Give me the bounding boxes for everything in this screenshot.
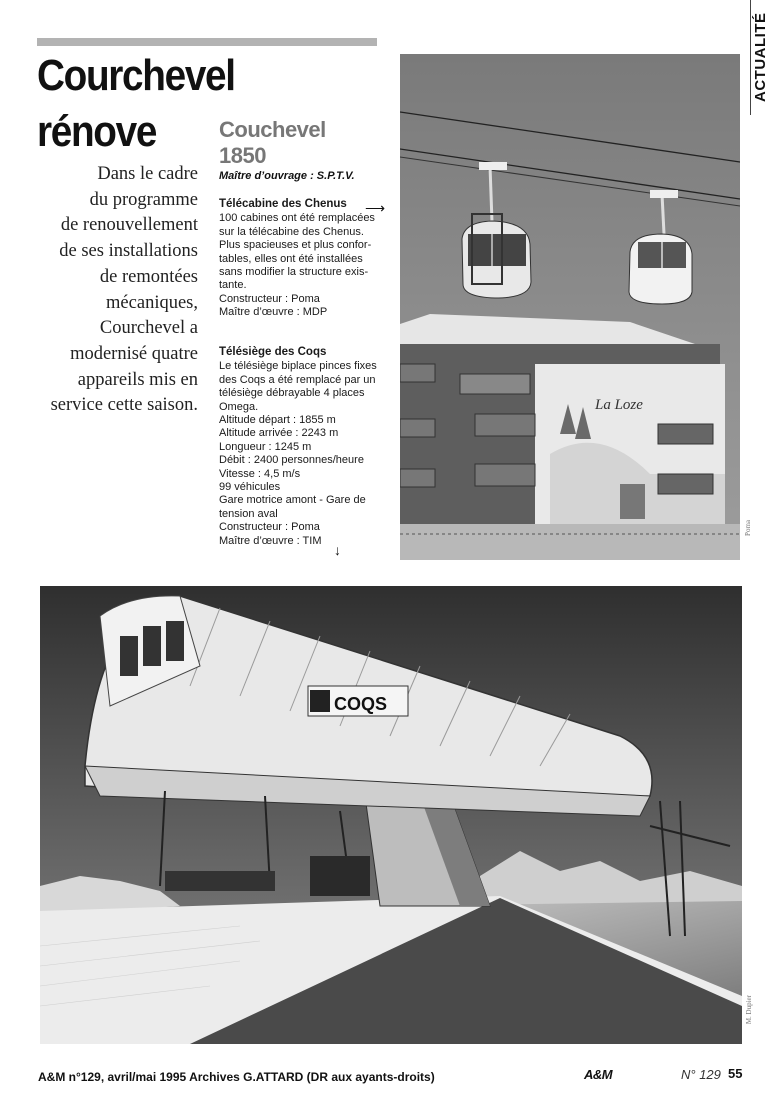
telesiege-line: télésiège débrayable 4 places (219, 387, 365, 400)
arrow-down-icon: ↓ (334, 542, 341, 558)
telesiege-line: Altitude arrivée : 2243 m (219, 427, 339, 440)
telesiege-line: Vitesse : 4,5 m/s (219, 467, 301, 480)
photo-credit-top: Poma (744, 520, 752, 536)
telesiege-heading: Télésiège des Coqs (219, 346, 327, 358)
telecabine-section (219, 198, 384, 320)
telesiege-line: Maître d’œuvre : TIM (219, 534, 322, 547)
resort-altitude: 1850 (219, 143, 266, 168)
intro-line: mécaniques, (106, 292, 198, 313)
intro-line: service cette saison. (50, 395, 198, 416)
telesiege-line: tension aval (219, 507, 278, 520)
section-rubric: ACTUALITÉ (752, 12, 769, 102)
project-owner: Maître d’ouvrage : S.P.T.V. (219, 170, 355, 182)
hotel-sign: La Loze (595, 397, 643, 413)
telecabine-line: tables, elles ont été installées (219, 252, 363, 265)
telesiege-line: Longueur : 1245 m (219, 440, 312, 453)
intro-line: de ses installations (59, 241, 198, 262)
chairlift-photo (40, 586, 742, 1044)
resort-name: Couchevel (219, 117, 326, 142)
telecabine-line: Plus spacieuses et plus confor- (219, 239, 372, 252)
telecabine-line: Constructeur : Poma (219, 292, 320, 305)
page-number: 55 (728, 1066, 743, 1081)
issue-number: N° 129 (681, 1067, 721, 1082)
title-line: rénove (37, 107, 157, 156)
intro-paragraph (40, 162, 198, 419)
gondola-photo (400, 54, 740, 560)
telesiege-line: Omega. (219, 400, 259, 413)
title-rule (37, 38, 377, 46)
photo-credit-bottom: M. Dupier (745, 995, 753, 1025)
telecabine-line: 100 cabines ont été remplacées (219, 212, 375, 225)
rubric-divider (750, 0, 751, 115)
intro-line: de remontées (99, 266, 198, 287)
telesiege-line: 99 véhicules (219, 481, 281, 494)
telesiege-line: des Coqs a été remplacé par un (219, 373, 376, 386)
telecabine-line: sur la télécabine des Chenus. (219, 225, 364, 238)
telesiege-line: Gare motrice amont - Gare de (219, 494, 366, 507)
arrow-right-icon: ⟶ (365, 200, 386, 216)
telecabine-heading: Télécabine des Chenus (219, 198, 347, 210)
telecabine-line: tante. (219, 279, 247, 292)
telesiege-line: Constructeur : Poma (219, 521, 320, 534)
article-title (37, 48, 235, 160)
footer-source: A&M n°129, avril/mai 1995 Archives G.ATTARD (DR aux ayants-droits) (38, 1070, 435, 1084)
intro-line: Dans le cadre (97, 164, 198, 184)
telesiege-line: Altitude départ : 1855 m (219, 414, 336, 427)
chairlift-photo-svg (40, 586, 742, 1044)
telecabine-line: Maître d’œuvre : MDP (219, 306, 328, 319)
intro-line: modernisé quatre (70, 343, 198, 364)
intro-line: appareils mis en (77, 369, 198, 390)
resort-heading (219, 117, 326, 169)
telecabine-line: sans modifier la structure exis- (219, 266, 369, 279)
intro-line: Courchevel a (99, 318, 198, 339)
title-line: Courchevel (37, 51, 235, 100)
intro-line: de renouvellement (60, 215, 198, 236)
intro-line: du programme (89, 189, 198, 210)
telesiege-line: Le télésiège biplace pinces fixes (219, 360, 377, 373)
station-sign: COQS (334, 694, 388, 714)
telesiege-section (219, 346, 384, 548)
gondola-photo-svg (400, 54, 740, 560)
magazine-logo: A&M (584, 1067, 613, 1082)
telesiege-line: Débit : 2400 personnes/heure (219, 454, 364, 467)
